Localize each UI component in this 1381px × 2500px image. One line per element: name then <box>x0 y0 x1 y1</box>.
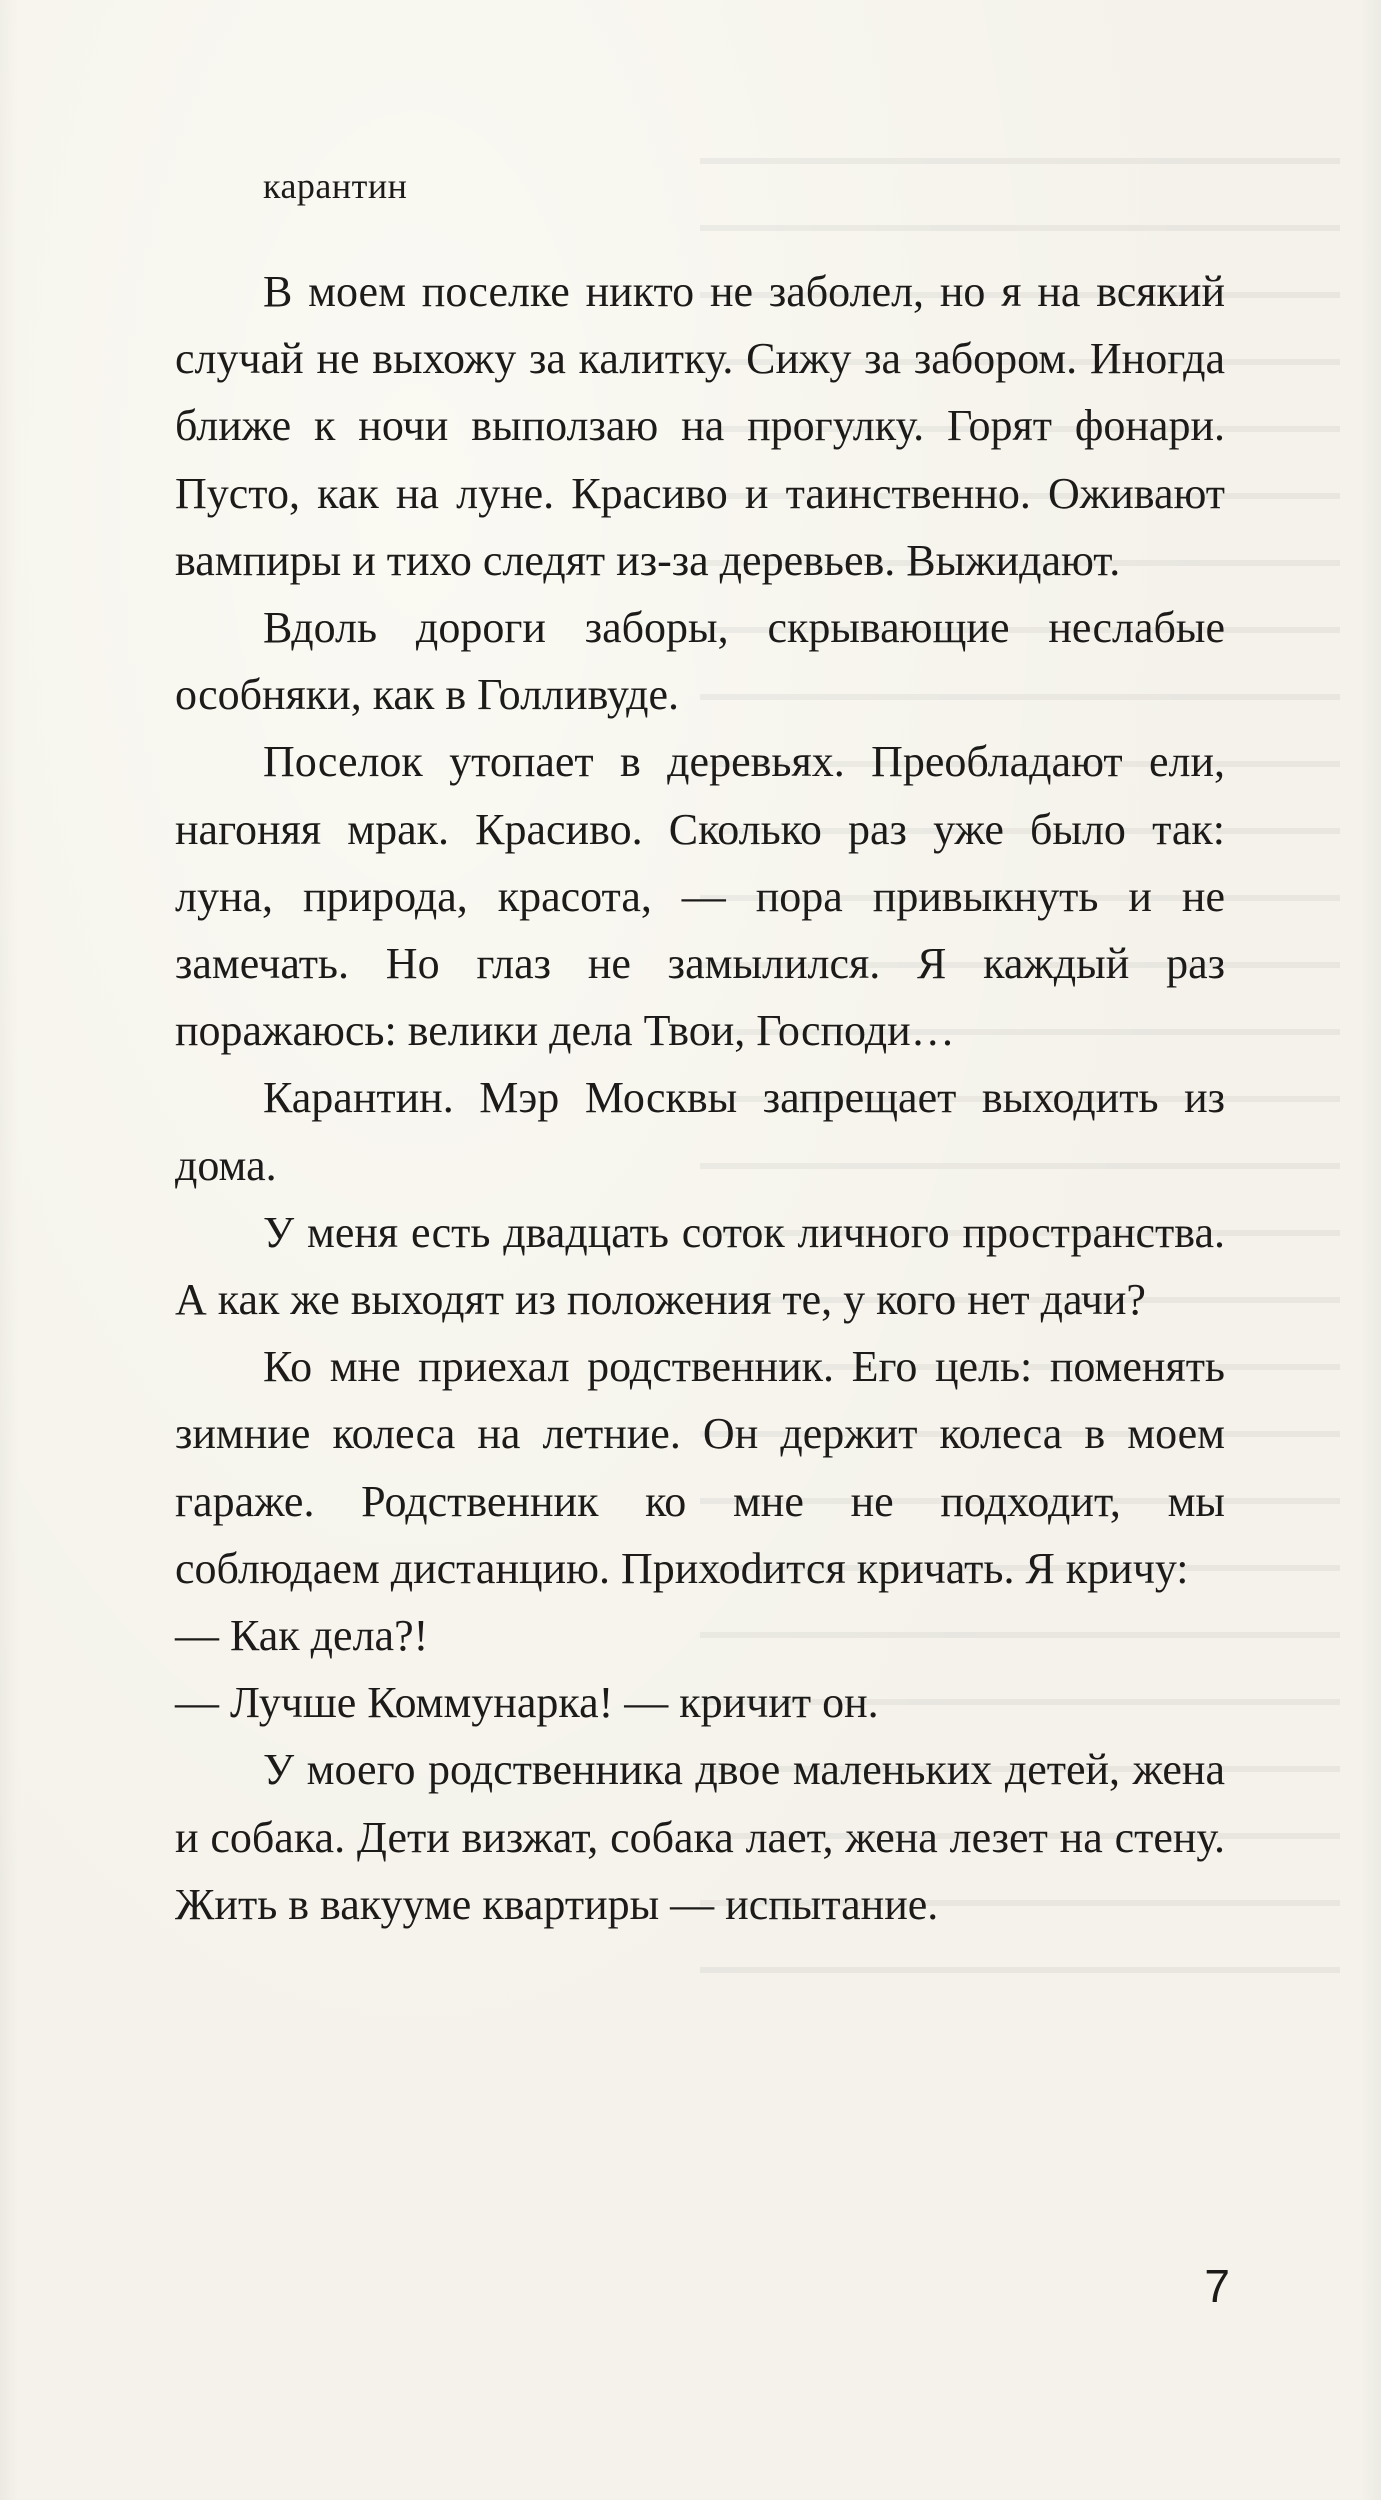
paragraph: Поселок утопает в деревьях. Преобладают ели, нагоняя мрак. Красиво. Сколько раз уже было так: луна, природа, красота, — пора привыкнуть и не замечать. Но глаз не замылился. Я каждый раз поражаюсь: велики дела Твои, Господи… <box>175 737 1225 1056</box>
page-number: 7 <box>1204 2260 1230 2312</box>
paragraph: У моего родственника двое маленьких детей, жена и собака. Дети визжат, собака лает, жена лезет на стену. Жить в вакууме квартиры — испытание. <box>175 1745 1225 1929</box>
paragraph: Ко мне приехал родственник. Его цель: поменять зимние колеса на летние. Он держит колеса в моем гараже. Родственник ко мне не подходит, мы соблюдаем дистанцию. Прихоdится кричать. Я кричу: <box>175 1342 1225 1593</box>
paragraph: Карантин. Мэр Москвы запрещает выходить из дома. <box>175 1073 1225 1190</box>
paragraph: Вдоль дороги заборы, скрывающие неслабые особняки, как в Голливуде. <box>175 603 1225 720</box>
paragraph: У меня есть двадцать соток личного пространства. А как же выходят из положения те, у кого нет дачи? <box>175 1207 1225 1325</box>
running-head: карантин <box>263 166 408 206</box>
dialog-line: — Лучше Коммунарка! — кричит он. <box>175 1678 879 1728</box>
paragraph: В моем поселке никто не заболел, но я на всякий случай не выхожу за калитку. Сижу за забором. Иногда ближе к ночи выползаю на прогулку. Горят фонари. Пусто, как на луне. Красиво и таинственно. Оживают вампиры и тихо следят из-за деревьев. Выжидают. <box>175 267 1225 585</box>
body-text <box>175 258 1225 1938</box>
dialog-line: — Как дела?! <box>175 1611 429 1661</box>
